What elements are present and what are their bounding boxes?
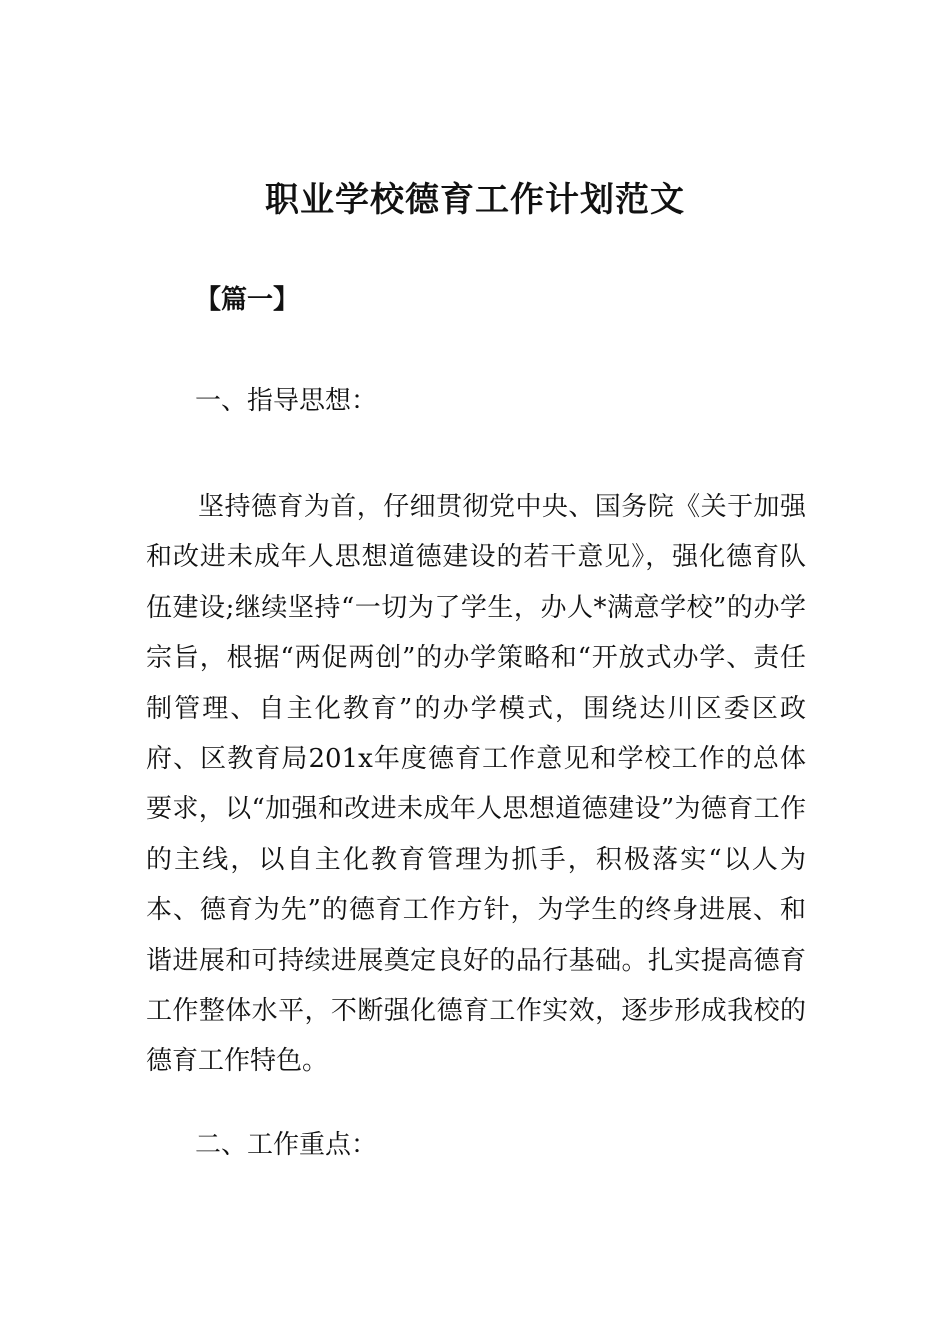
body-paragraph: 坚持德育为首，仔细贯彻党中央、国务院《关于加强和改进未成年人思想道德建设的若干意见》，强化德育队伍建设;继续坚持“一切为了学生，办人*满意学校”的办学宗旨，根据“两促两创”的办学策略和“开放式办学、责任制管理、自主化教育”的办学模式，围绕达川区委区政府、区教育局201x年度德育工作意见和学校工作的总体要求，以“加强和改进未成年人思想道德建设”为德育工作的主线，以自主化教育管理为抓手，积极落实“以人为本、德育为先”的德育工作方针，为学生的终身进展、和谐进展和可持续进展奠定良好的品行基础。扎实提高德育工作整体水平，不断强化德育工作实效，逐步形成我校的德育工作特色。	[146, 492, 806, 1077]
section-label: 【篇一】	[195, 285, 300, 315]
document-title: 职业学校德育工作计划范文	[265, 180, 685, 220]
heading-work-focus: 二、工作重点：	[195, 1130, 378, 1160]
heading-guiding-thought: 一、指导思想：	[195, 386, 378, 416]
